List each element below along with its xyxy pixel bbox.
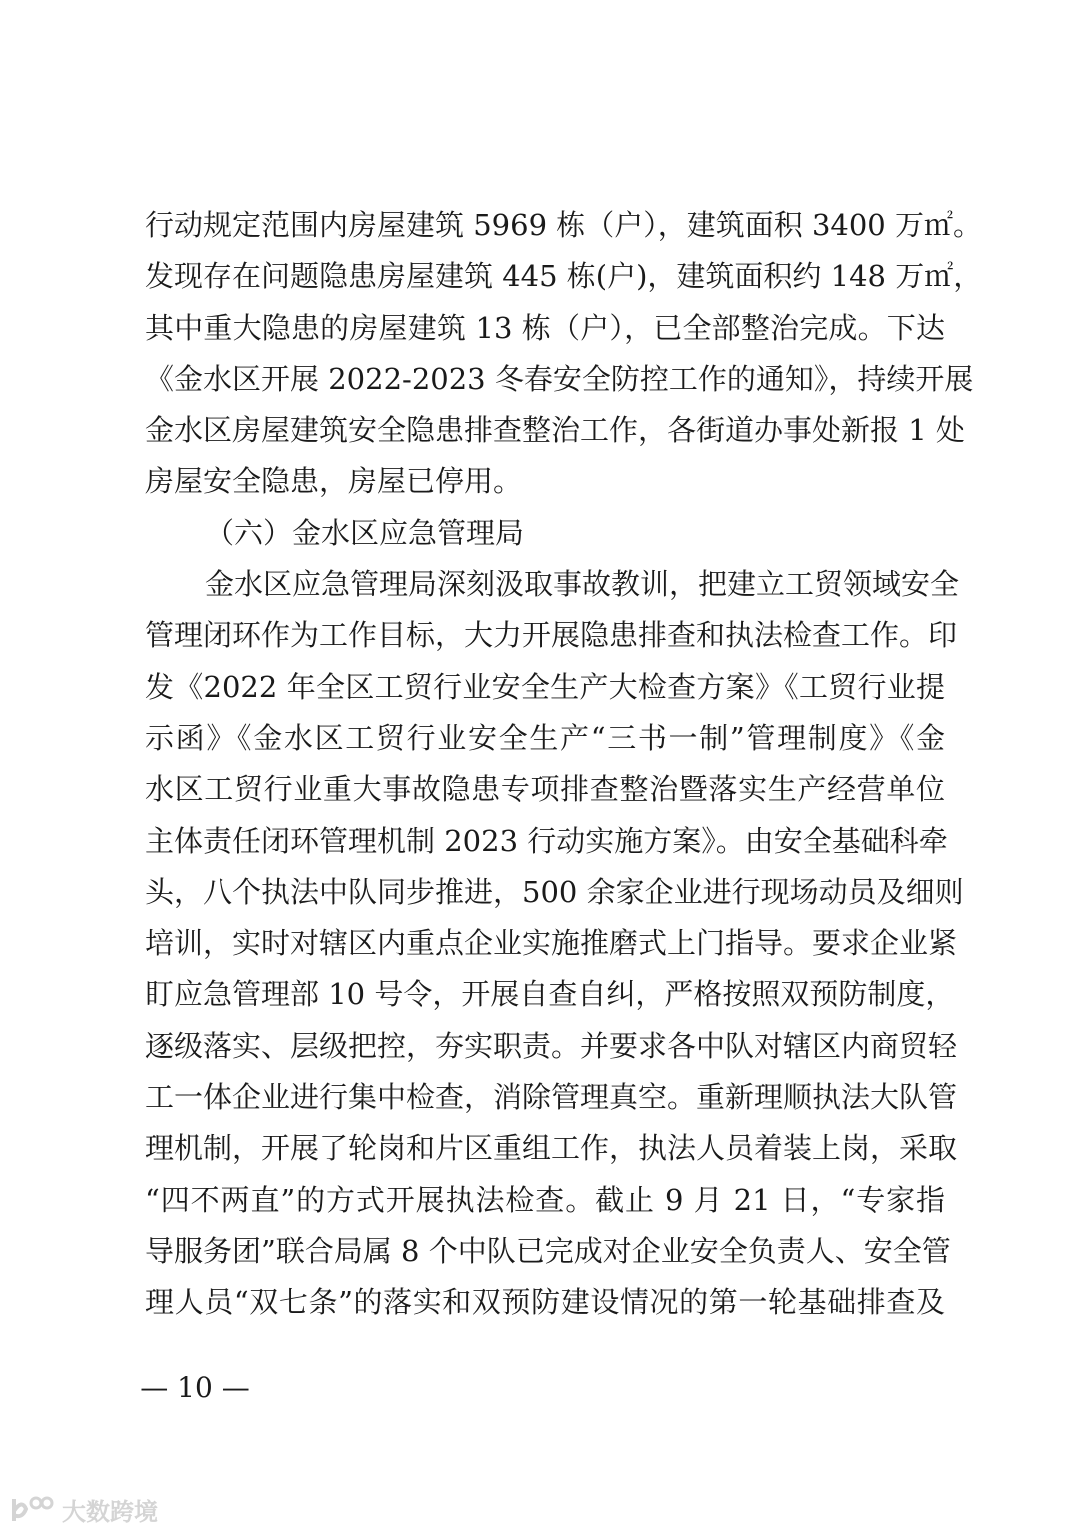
text-line: 头，八个执法中队同步推进，500 余家企业进行现场动员及细则 (145, 874, 964, 909)
text-line: 工一体企业进行集中检查，消除管理真空。重新理顺执法大队管 (145, 1080, 958, 1115)
text-line: 发现存在问题隐患房屋建筑 445 栋(户)，建筑面积约 148 万㎡， (145, 259, 983, 294)
text-line: 金水区应急管理局深刻汲取事故教训，把建立工贸领域安全 (205, 567, 960, 602)
text-line: 金水区房屋建筑安全隐患排查整治工作，各街道办事处新报 1 处 (145, 413, 965, 448)
text-line: 发《2022 年全区工贸行业安全生产大检查方案》《工贸行业提 (145, 669, 945, 704)
text-line: 《金水区开展 2022-2023 冬春安全防控工作的通知》，持续开展 (145, 361, 974, 396)
text-line: “四不两直”的方式开展执法检查。截止 9 月 21 日，“专家指 (145, 1182, 945, 1217)
text-line: 理人员“双七条”的落实和双预防建设情况的第一轮基础排查及 (145, 1285, 945, 1320)
text-line: 其中重大隐患的房屋建筑 13 栋（户），已全部整治完成。下达 (145, 310, 945, 345)
text-line: 逐级落实、层级把控，夯实职责。并要求各中队对辖区内商贸轻 (145, 1028, 958, 1063)
text-line: 盯应急管理部 10 号令，开展自查自纠，严格按照双预防制度， (145, 977, 955, 1012)
text-line: 行动规定范围内房屋建筑 5969 栋（户），建筑面积 3400 万㎡。 (145, 208, 982, 242)
document-body (145, 200, 983, 1329)
text-line: 主体责任闭环管理机制 2023 行动实施方案》。由安全基础科牵 (145, 823, 948, 858)
text-line: 培训，实时对辖区内重点企业实施推磨式上门指导。要求企业紧 (145, 926, 958, 961)
text-line: 管理闭环作为工作目标，大力开展隐患排查和执法检查工作。印 (145, 618, 958, 653)
text-line: 理机制，开展了轮岗和片区重组工作，执法人员着装上岗，采取 (145, 1131, 958, 1166)
text-line: 房屋安全隐患，房屋已停用。 (145, 464, 523, 499)
page-number: — 10 — (140, 1371, 250, 1404)
watermark (10, 1492, 158, 1527)
text-line: 水区工贸行业重大事故隐患专项排查整治暨落实生产经营单位 (145, 772, 945, 807)
text-line: 示函》《金水区工贸行业安全生产“三书一制”管理制度》《金 (145, 720, 945, 755)
section-heading: （六）金水区应急管理局 (205, 515, 525, 550)
watermark-text: 大数跨境 (62, 1498, 158, 1526)
brand-logo-icon (10, 1495, 54, 1525)
text-line: 导服务团”联合局属 8 个中队已完成对企业安全负责人、安全管 (145, 1233, 951, 1268)
